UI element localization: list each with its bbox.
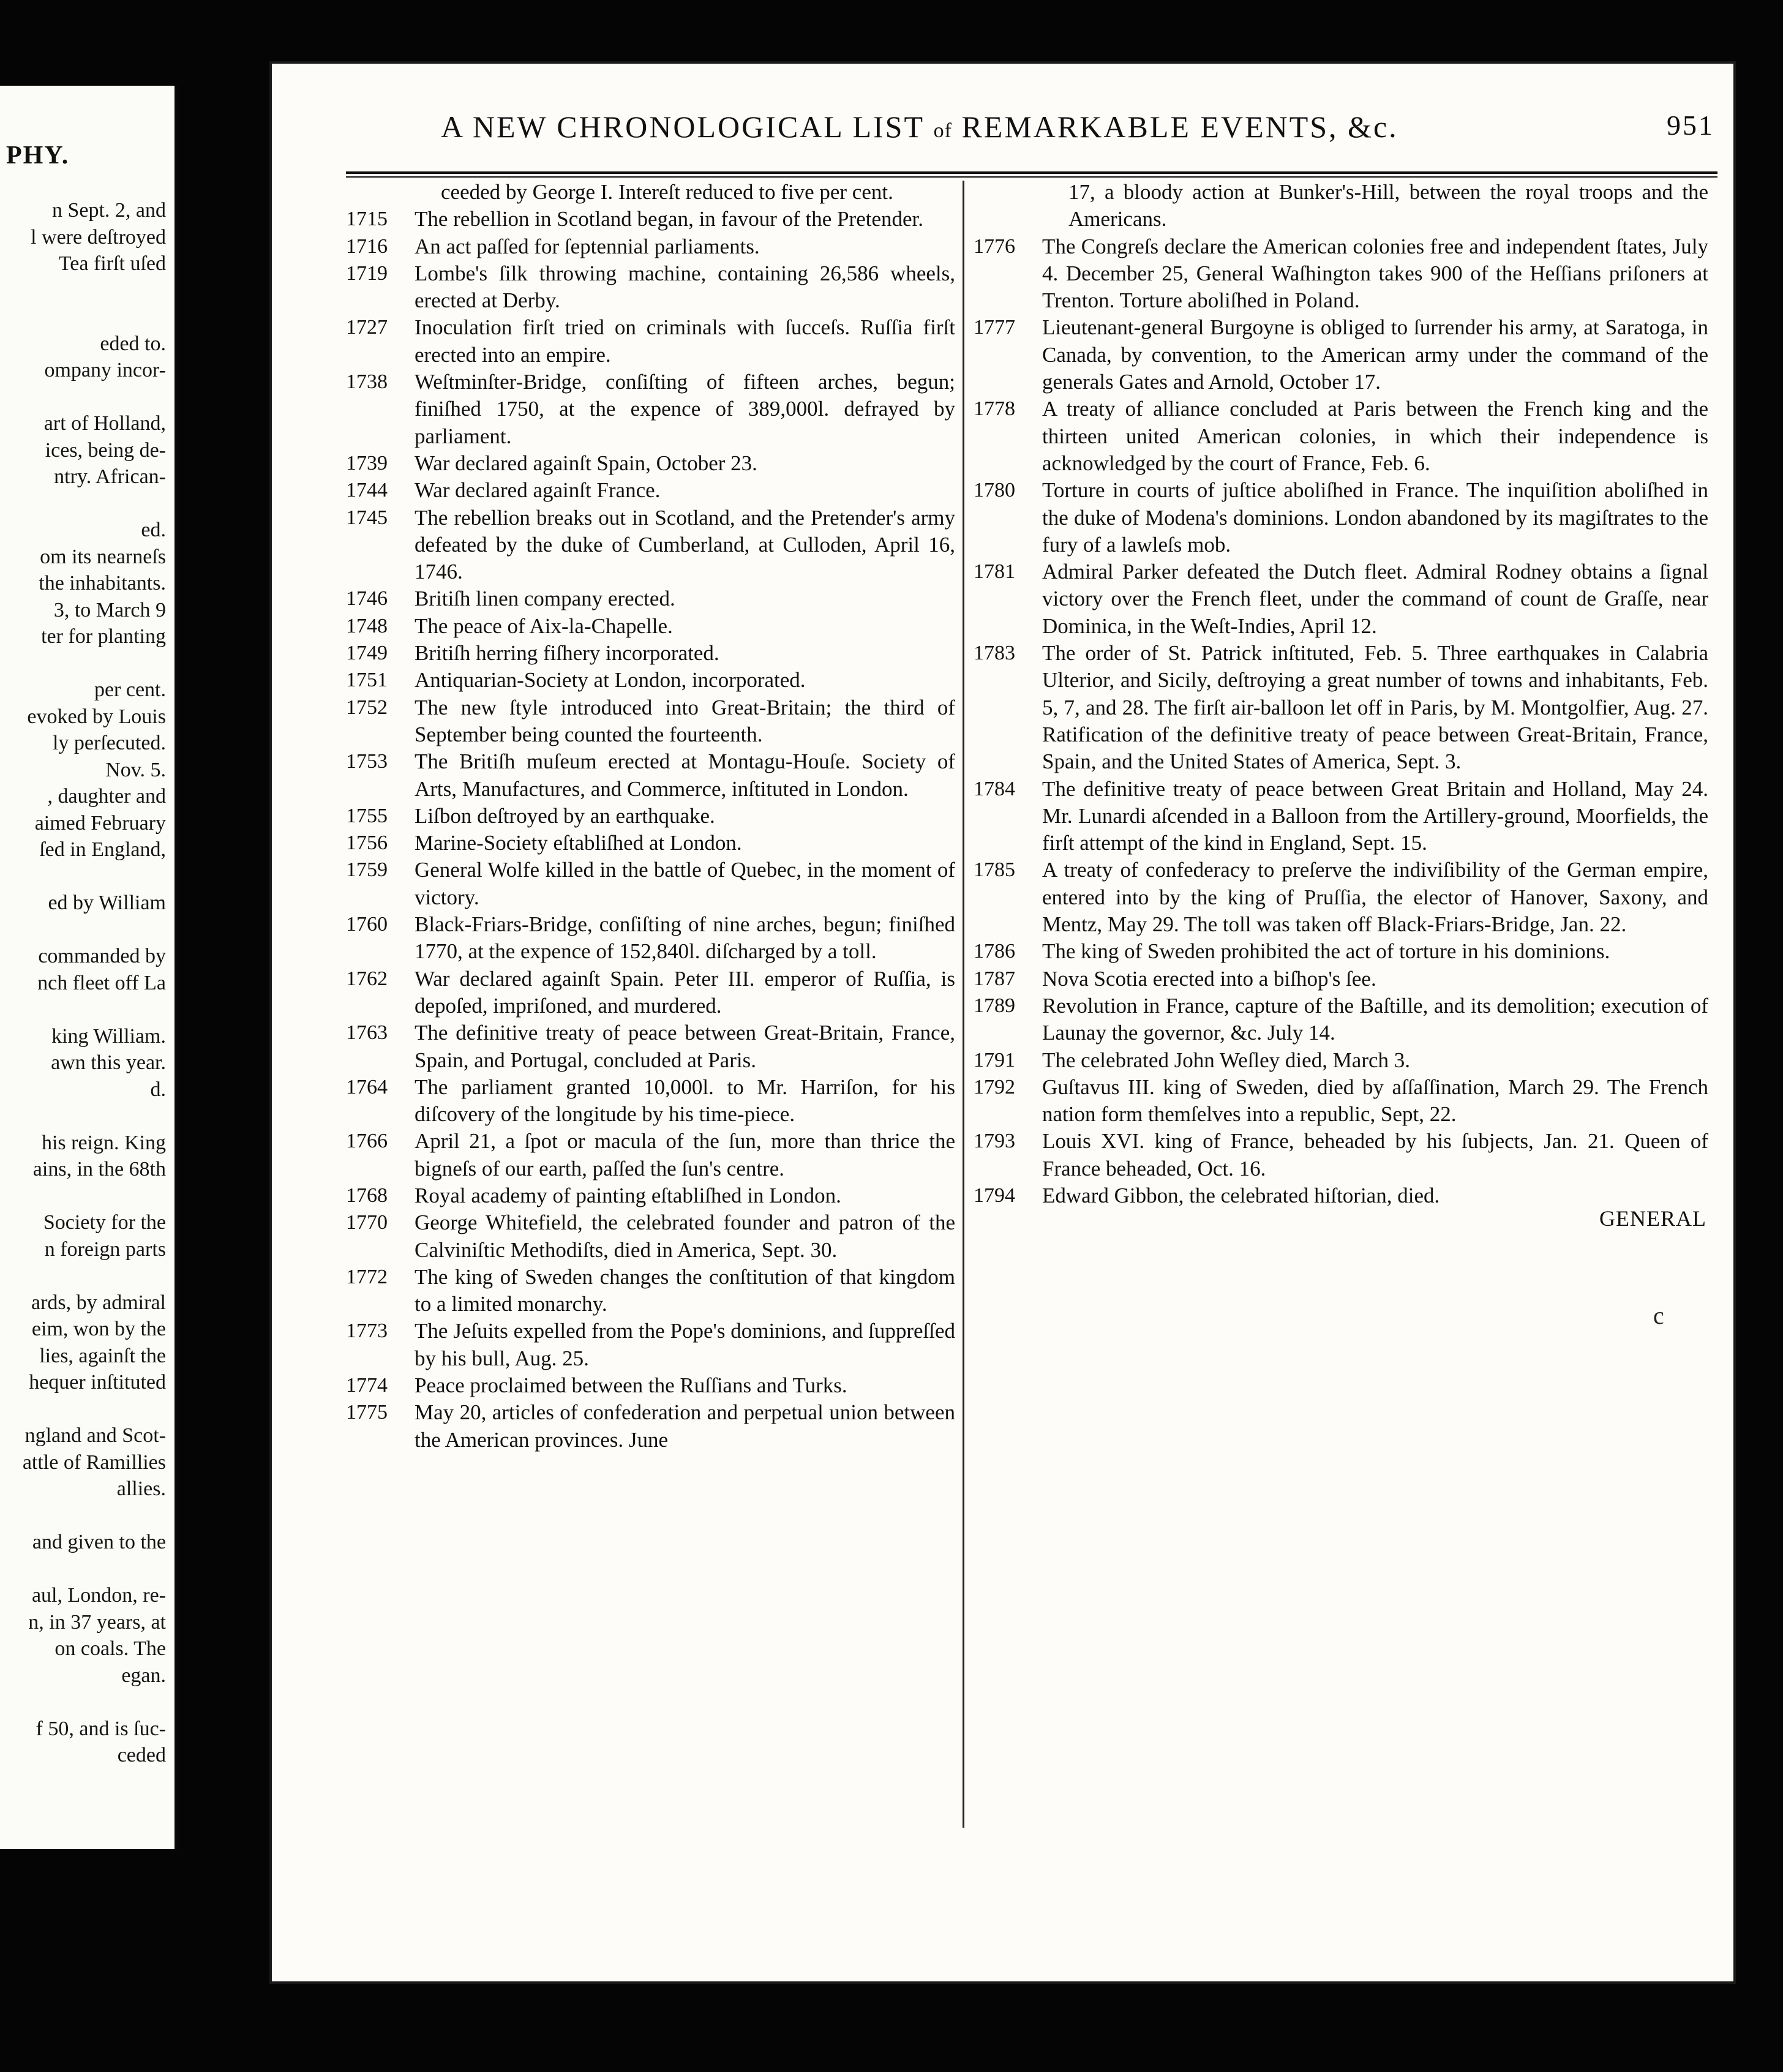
entry-year: 1775 [346, 1401, 388, 1424]
entry-year: 1783 [974, 642, 1015, 665]
chronology-entry [346, 314, 955, 369]
facing-line: 3, to March 9 [53, 598, 166, 621]
chronology-entry [346, 857, 955, 911]
chronology-entry [974, 776, 1708, 857]
running-title-of: of [933, 119, 952, 142]
facing-line: l were deſtroyed [31, 225, 166, 249]
entry-text: Edward Gibbon, the celebrated hiſtorian, died. [1042, 1183, 1440, 1207]
chronology-entry [974, 1047, 1708, 1074]
facing-line: ains, in the 68th [32, 1158, 166, 1181]
chronology-entry [974, 1074, 1708, 1128]
chronology-entry [974, 857, 1708, 938]
chronology-entry [346, 206, 955, 233]
chronology-entry [346, 803, 955, 830]
entry-year: 1789 [974, 994, 1015, 1017]
entry-year: 1787 [974, 967, 1015, 990]
chronology-entry [346, 260, 955, 315]
entry-year: 1762 [346, 967, 388, 990]
facing-line: ed by William [48, 891, 166, 914]
facing-line: egan. [121, 1664, 166, 1687]
facing-line [0, 1503, 175, 1530]
entry-text: The Jeſuits expelled from the Pope's dominions, and ſuppreſſed by his bull, Aug. 25. [415, 1319, 955, 1370]
running-title-part1: A NEW CHRONOLOGICAL LIST [441, 110, 925, 144]
entry-year: 1791 [974, 1048, 1015, 1072]
entry-year: 1777 [974, 316, 1015, 339]
chronology-entry [974, 396, 1708, 477]
entry-text: The definitive treaty of peace between Great Britain and Holland, May 24. Mr. Lunardi aſcended in a Balloon from the Artillery-ground, Moorfields, the firſt attempt of the kind in England, Sept. 15. [1042, 776, 1708, 855]
facing-line [0, 1103, 175, 1130]
running-title [441, 109, 1398, 145]
facing-line: per cent. [94, 678, 166, 701]
chronology-entry [974, 1128, 1708, 1182]
facing-line [0, 863, 175, 890]
facing-line: awn this year. [51, 1051, 166, 1074]
entry-year: 1770 [346, 1211, 388, 1234]
header-rule-thin [346, 176, 1717, 178]
facing-page-lines [0, 197, 175, 1769]
facing-line: ſed in England, [39, 838, 166, 861]
entry-text: Lombe's ſilk throwing machine, containing 26,586 wheels, erected at Derby. [415, 261, 955, 313]
entry-text: The definitive treaty of peace between Great-Britain, France, Spain, and Portugal, concluded at Paris. [415, 1021, 955, 1072]
facing-line: om its nearneſs [40, 545, 166, 568]
entry-year: 1719 [346, 261, 388, 285]
entry-text: Guſtavus III. king of Sweden, died by aſſaſſination, March 29. The French nation form themſelves into a republic, Sept, 22. [1042, 1075, 1708, 1127]
entry-text: Black-Friars-Bridge, conſiſting of nine arches, begun; finiſhed 1770, at the expence of 152,840l. diſcharged by a toll. [415, 912, 955, 964]
chronology-entry [346, 1019, 955, 1074]
chronology-entry [974, 1182, 1708, 1209]
right-column [974, 179, 1708, 1209]
facing-line [0, 650, 175, 677]
entry-text: Revolution in France, capture of the Baſtille, and its demolition; execution of Launay the governor, &c. July 14. [1042, 993, 1708, 1045]
facing-line: evoked by Louis [27, 705, 166, 728]
entry-year: 1715 [346, 208, 388, 231]
entry-text: Britiſh herring fiſhery incorporated. [415, 641, 719, 666]
facing-page-header: PHY. [6, 141, 70, 170]
facing-line: on coals. The [54, 1637, 166, 1660]
facing-line: ards, by admiral [31, 1291, 166, 1314]
entry-text: War declared againſt Spain, October 23. [415, 451, 757, 475]
chronology-entry [346, 966, 955, 1020]
entry-year: 1746 [346, 587, 388, 610]
chronology-entry [346, 1318, 955, 1372]
entry-text: A treaty of alliance concluded at Paris between the French king and the thirteen united American colonies, in which their independence is acknowledged by the court of France, Feb. 6. [1042, 397, 1708, 475]
chronology-entry [346, 613, 955, 640]
chronology-entry [974, 993, 1708, 1047]
entry-text: April 21, a ſpot or macula of the ſun, more than thrice the bigneſs of our earth, paſſed the ſun's centre. [415, 1129, 955, 1181]
chronology-entry [974, 477, 1708, 558]
entry-text: Nova Scotia erected into a biſhop's ſee. [1042, 966, 1376, 991]
chronology-entry [346, 748, 955, 803]
header-rule-thick [346, 171, 1717, 174]
entry-text: Liſbon deſtroyed by an earthquake. [415, 803, 715, 828]
facing-line: allies. [116, 1477, 166, 1500]
chronology-entry [346, 1074, 955, 1128]
catchword: GENERAL [1599, 1206, 1706, 1231]
entry-text: Torture in courts of juſtice aboliſhed in France. The inquiſition aboliſhed in the duke of Modena's dominions. London abandoned by its magiſtrates to the fury of a lawleſs mob. [1042, 478, 1708, 557]
entry-year: 1753 [346, 750, 388, 773]
entry-text: The order of St. Patrick inſtituted, Feb. 5. Three earthquakes in Calabria Ulterior, and Sicily, deſtroying a great number of towns and inhabitants, Feb. 5, 7, and 28. The firſt air-balloon let off in Paris, by M. Montgolfier, Aug. 27. Ratification of the definitive treaty of peace between Great-Britain, France, Spain, and the United States of America, Sept. 3. [1042, 641, 1708, 774]
entry-year: 1772 [346, 1265, 388, 1288]
facing-line: the inhabitants. [39, 572, 166, 595]
running-title-part2: REMARKABLE EVENTS, &c. [961, 110, 1398, 144]
entry-text: 17, a bloody action at Bunker's-Hill, between the royal troops and the Americans. [1068, 180, 1708, 231]
facing-line: aimed February [34, 811, 166, 835]
entry-year: 1778 [974, 397, 1015, 421]
facing-line: d. [150, 1078, 166, 1101]
entry-year: 1739 [346, 451, 388, 475]
chronology-entry [346, 1372, 955, 1399]
entry-text: Louis XVI. king of France, beheaded by his ſubjects, Jan. 21. Queen of France beheaded, Oct. 16. [1042, 1129, 1708, 1181]
entry-year: 1744 [346, 479, 388, 502]
chronology-entry [346, 505, 955, 586]
entry-year: 1751 [346, 669, 388, 692]
entry-text: Antiquarian-Society at London, incorporated. [415, 668, 806, 693]
facing-line [0, 917, 175, 944]
entry-text: Weſtminſter-Bridge, conſiſting of fifteen arches, begun; finiſhed 1750, at the expence of 389,000l. defrayed by parliament. [415, 370, 955, 448]
facing-line: Tea firſt uſed [58, 252, 166, 275]
chronology-entry [974, 179, 1708, 233]
entry-text: George Whitefield, the celebrated founder and patron of the Calviniſtic Methodiſts, died in America, Sept. 30. [415, 1211, 955, 1262]
entry-text: Lieutenant-general Burgoyne is obliged to ſurrender his army, at Saratoga, in Canada, by convention, to the American army under the command of the generals Gates and Arnold, October 17. [1042, 315, 1708, 394]
facing-page-fragment [0, 86, 178, 1849]
entry-text: The parliament granted 10,000l. to Mr. Harriſon, for his diſcovery of the longitude by his time-piece. [415, 1075, 955, 1127]
entry-text: The Congreſs declare the American colonies free and independent ſtates, July 4. December 25, General Waſhington takes 900 of the Heſſians priſoners at Trenton. Torture aboliſhed in Poland. [1042, 234, 1708, 313]
chronology-entry [346, 911, 955, 966]
entry-year: 1785 [974, 858, 1015, 882]
chronology-entry [346, 1264, 955, 1318]
entry-year: 1755 [346, 804, 388, 827]
facing-line: ices, being de- [45, 438, 166, 462]
entry-text: Britiſh linen company erected. [415, 587, 675, 611]
entry-text: Peace proclaimed between the Ruſſians and Turks. [415, 1373, 847, 1398]
facing-line: aul, London, re- [31, 1584, 166, 1607]
facing-line: ed. [141, 519, 166, 541]
entry-text: Admiral Parker defeated the Dutch fleet. Admiral Rodney obtains a ſignal victory over the French fleet, under the command of count de Graſſe, near Dominica, in the Weſt-Indies, April 12. [1042, 560, 1708, 638]
entry-year: 1784 [974, 777, 1015, 800]
chronology-entry [346, 1128, 955, 1182]
entry-text: War declared againſt Spain. Peter III. emperor of Ruſſia, is depoſed, impriſoned, and murdered. [415, 966, 955, 1018]
entry-text: The Britiſh muſeum erected at Montagu-Houſe. Society of Arts, Manufactures, and Commerce, inſtituted in London. [415, 749, 955, 801]
facing-line: ompany incor- [44, 359, 166, 381]
entry-year: 1786 [974, 940, 1015, 963]
chronology-entry [974, 314, 1708, 396]
chronology-entry [346, 694, 955, 749]
facing-line: eim, won by the [31, 1318, 166, 1340]
entry-text: May 20, articles of confederation and perpetual union between the American provinces. June [415, 1400, 955, 1452]
facing-line: eded to. [100, 332, 166, 355]
chronology-entry [346, 179, 955, 206]
facing-line: ter for planting [41, 625, 166, 648]
facing-line: ngland and Scot- [24, 1424, 166, 1447]
facing-line: commanded by [38, 945, 166, 967]
facing-line [0, 304, 175, 331]
entry-year: 1766 [346, 1130, 388, 1153]
entry-text: The rebellion breaks out in Scotland, and the Pretender's army defeated by the duke of Cumberland, at Culloden, April 16, 1746. [415, 505, 955, 584]
stray-mark: c [1653, 1302, 1664, 1329]
facing-line: king William. [51, 1024, 166, 1048]
entry-year: 1760 [346, 913, 388, 936]
chronology-entry [346, 233, 955, 260]
facing-line: and given to the [32, 1531, 166, 1553]
facing-line: hequer inſtituted [29, 1371, 166, 1394]
chronology-entry [346, 1209, 955, 1264]
left-column [346, 179, 955, 1454]
facing-line: ntry. African- [54, 465, 166, 488]
facing-line: his reign. King [41, 1131, 166, 1154]
entry-year: 1792 [974, 1075, 1015, 1098]
facing-line [0, 277, 175, 304]
facing-line [0, 384, 175, 411]
facing-line [0, 1263, 175, 1289]
facing-line [0, 1556, 175, 1583]
entry-text: War declared againſt France. [415, 478, 661, 503]
chronology-entry [346, 640, 955, 667]
entry-text: The celebrated John Weſley died, March 3. [1042, 1048, 1411, 1072]
entry-year: 1756 [346, 831, 388, 855]
facing-line [0, 1396, 175, 1423]
facing-line: nch fleet off La [37, 971, 166, 994]
entry-year: 1748 [346, 614, 388, 637]
entry-text: Marine-Society eſtabliſhed at London. [415, 831, 742, 855]
entry-year: 1738 [346, 370, 388, 394]
chronology-entry [346, 1182, 955, 1209]
book-page [269, 61, 1736, 1984]
facing-line: art of Holland, [43, 412, 166, 435]
chronology-entry [346, 830, 955, 857]
chronology-entry [974, 966, 1708, 993]
chronology-entry [974, 233, 1708, 315]
facing-line: n foreign parts [44, 1237, 166, 1261]
entry-text: The new ſtyle introduced into Great-Britain; the third of September being counted the fourteenth. [415, 695, 955, 746]
entry-year: 1749 [346, 642, 388, 665]
chronology-entry [974, 640, 1708, 775]
entry-year: 1763 [346, 1021, 388, 1045]
entry-text: ceeded by George I. Intereſt reduced to five per cent. [441, 180, 893, 204]
entry-year: 1793 [974, 1130, 1015, 1153]
column-divider [963, 181, 964, 1828]
entry-text: Inoculation firſt tried on criminals with ſucceſs. Ruſſia firſt erected into an empire. [415, 315, 955, 367]
chronology-entry [346, 450, 955, 477]
entry-text: Royal academy of painting eſtabliſhed in London. [415, 1183, 841, 1207]
entry-year: 1776 [974, 235, 1015, 258]
entry-year: 1774 [346, 1374, 388, 1397]
entry-text: General Wolfe killed in the battle of Quebec, in the moment of victory. [415, 858, 955, 909]
entry-year: 1716 [346, 235, 388, 258]
facing-line: f 50, and is ſuc- [36, 1717, 166, 1740]
facing-line: ceded [117, 1744, 166, 1766]
facing-line: lies, againſt the [39, 1344, 166, 1367]
facing-line: n Sept. 2, and [51, 199, 166, 222]
facing-line: Nov. 5. [105, 758, 166, 781]
entry-text: A treaty of confederacy to preſerve the indiviſibility of the German empire, entered into by the king of Pruſſia, the elector of Hanover, Saxony, and Mentz, May 29. The toll was taken off Black-Friars-Bridge, Jan. 22. [1042, 858, 1708, 937]
page-number: 951 [1667, 110, 1714, 141]
entry-text: The rebellion in Scotland began, in favour of the Pretender. [415, 207, 923, 231]
chronology-entry [346, 477, 955, 504]
entry-year: 1781 [974, 560, 1015, 584]
entry-year: 1780 [974, 479, 1015, 502]
entry-year: 1794 [974, 1184, 1015, 1207]
entry-year: 1773 [346, 1319, 388, 1343]
entry-year: 1768 [346, 1184, 388, 1207]
chronology-entry [346, 585, 955, 612]
chronology-entry [974, 558, 1708, 640]
entry-year: 1727 [346, 316, 388, 339]
entry-text: An act paſſed for ſeptennial parliaments. [415, 234, 760, 258]
facing-line: , daughter and [47, 785, 166, 808]
entry-text: The king of Sweden changes the conſtitution of that kingdom to a limited monarchy. [415, 1264, 955, 1316]
facing-line: n, in 37 years, at [28, 1610, 166, 1634]
facing-line [0, 1689, 175, 1716]
entry-year: 1764 [346, 1075, 388, 1098]
facing-line: attle of Ramillies [22, 1451, 166, 1474]
chronology-entry [974, 938, 1708, 965]
facing-line [0, 490, 175, 517]
facing-line [0, 996, 175, 1023]
entry-year: 1752 [346, 696, 388, 719]
chronology-entry [346, 369, 955, 450]
entry-year: 1745 [346, 506, 388, 529]
facing-line [0, 1183, 175, 1210]
chronology-entry [346, 1399, 955, 1454]
facing-line: ly perſecuted. [52, 732, 166, 754]
entry-year: 1759 [346, 858, 388, 882]
entry-text: The peace of Aix-la-Chapelle. [415, 614, 673, 638]
entry-text: The king of Sweden prohibited the act of torture in his dominions. [1042, 939, 1610, 964]
chronology-entry [346, 667, 955, 694]
page-header [343, 109, 1714, 152]
facing-line: Society for the [43, 1211, 166, 1234]
